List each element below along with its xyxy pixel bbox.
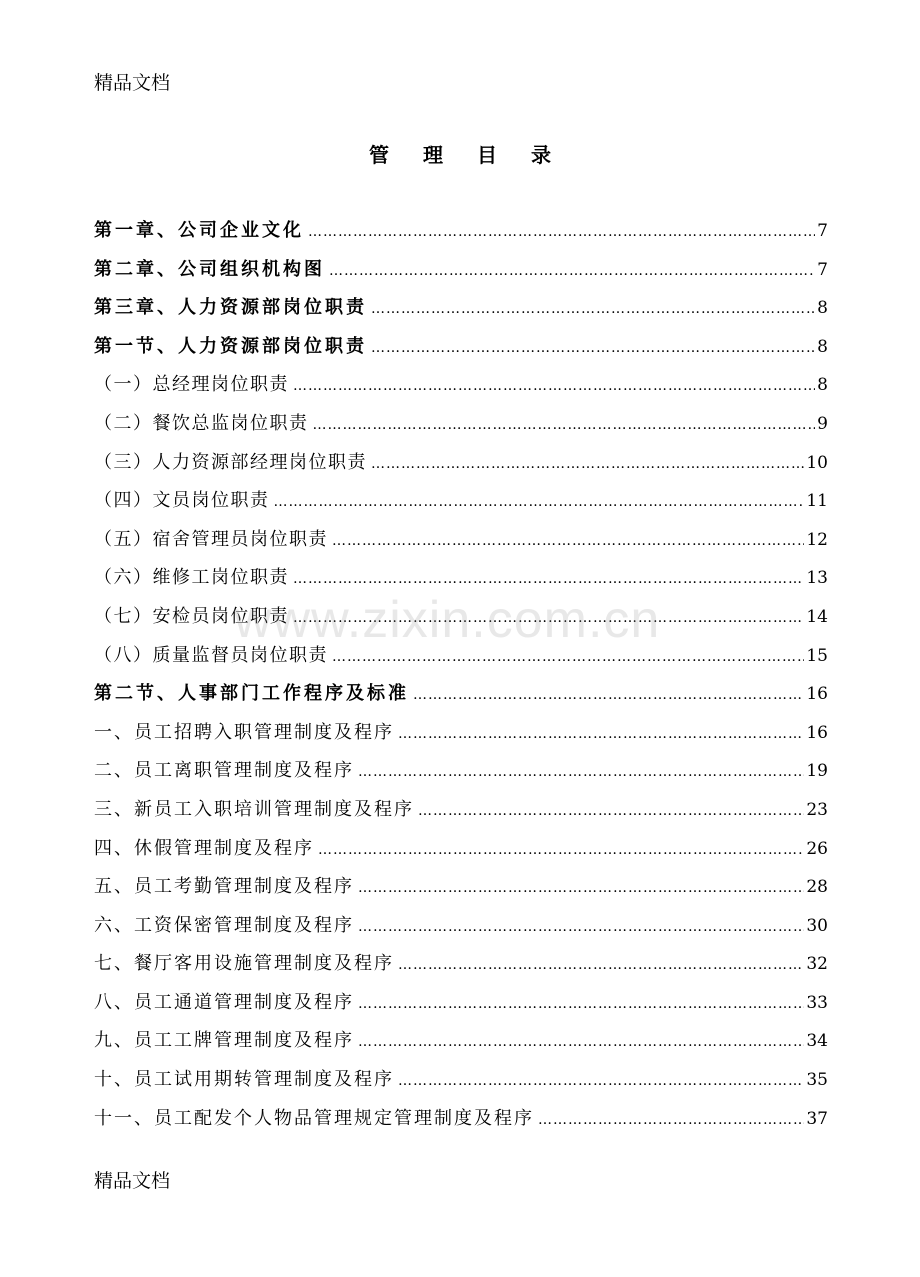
- toc-entry-label: 第一章、公司企业文化: [94, 220, 304, 241]
- toc-entry-page-number: 35: [806, 1070, 828, 1091]
- toc-dot-leader: [358, 873, 804, 903]
- toc-entry-label: （四）文员岗位职责: [94, 490, 270, 512]
- watermark: www.zixin.com.cn: [234, 591, 661, 649]
- toc-entry[interactable]: [94, 641, 828, 680]
- toc-dot-leader: [358, 757, 804, 787]
- toc-entry[interactable]: [94, 370, 828, 409]
- table-of-contents: [94, 216, 828, 1142]
- toc-entry-page-number: 7: [817, 221, 828, 241]
- toc-entry-page-number: 9: [817, 413, 828, 434]
- toc-entry[interactable]: [94, 563, 828, 602]
- toc-entry-label: （五）宿舍管理员岗位职责: [94, 528, 328, 550]
- toc-entry-label: 五、员工考勤管理制度及程序: [94, 876, 354, 898]
- toc-entry[interactable]: [94, 1065, 828, 1104]
- toc-entry[interactable]: [94, 988, 828, 1027]
- toc-entry-page-number: 8: [817, 298, 828, 319]
- toc-dot-leader: [329, 256, 815, 286]
- toc-entry-page-number: 30: [806, 915, 828, 936]
- toc-dot-leader: [413, 680, 804, 710]
- toc-entry[interactable]: [94, 293, 828, 332]
- toc-entry[interactable]: [94, 409, 828, 448]
- toc-entry-label: 十一、员工配发个人物品管理规定管理制度及程序: [94, 1107, 534, 1129]
- toc-dot-leader: [308, 217, 815, 247]
- toc-entry[interactable]: [94, 486, 828, 525]
- toc-entry[interactable]: [94, 1026, 828, 1065]
- toc-entry-label: 第二章、公司组织机构图: [94, 258, 325, 280]
- toc-dot-leader: [332, 526, 804, 556]
- toc-entry-page-number: 37: [806, 1108, 828, 1129]
- page-footer-label: 精品文档: [94, 1170, 171, 1192]
- toc-entry-label: 第三章、人力资源部岗位职责: [94, 297, 367, 319]
- toc-dot-leader: [274, 487, 805, 517]
- toc-dot-leader: [318, 835, 804, 865]
- toc-entry-page-number: 28: [806, 877, 828, 898]
- toc-dot-leader: [371, 449, 804, 479]
- toc-entry[interactable]: [94, 872, 828, 911]
- toc-entry-page-number: 15: [806, 645, 828, 666]
- toc-entry[interactable]: [94, 911, 828, 950]
- toc-entry[interactable]: [94, 602, 828, 641]
- toc-entry-page-number: 19: [806, 761, 828, 782]
- toc-entry-label: 四、休假管理制度及程序: [94, 837, 314, 859]
- toc-entry-page-number: 16: [806, 722, 828, 743]
- toc-entry-label: 九、员工工牌管理制度及程序: [94, 1030, 354, 1052]
- toc-entry-label: （六）维修工岗位职责: [94, 567, 289, 589]
- toc-dot-leader: [293, 603, 804, 633]
- toc-entry-label: 一、员工招聘入职管理制度及程序: [94, 721, 394, 743]
- toc-entry-page-number: 8: [817, 375, 828, 396]
- toc-entry-page-number: 7: [817, 259, 828, 280]
- toc-entry[interactable]: [94, 756, 828, 795]
- toc-entry-page-number: 23: [806, 799, 828, 820]
- toc-entry-page-number: 12: [806, 529, 828, 550]
- toc-entry-label: 第一节、人力资源部岗位职责: [94, 335, 367, 357]
- toc-entry-label: （二）餐饮总监岗位职责: [94, 412, 309, 434]
- toc-dot-leader: [358, 989, 804, 1019]
- toc-dot-leader: [398, 950, 804, 980]
- toc-dot-leader: [538, 1105, 804, 1135]
- toc-dot-leader: [371, 333, 815, 363]
- toc-entry-label: 第二节、人事部门工作程序及标准: [94, 683, 409, 705]
- toc-entry[interactable]: [94, 216, 828, 255]
- toc-entry-label: （八）质量监督员岗位职责: [94, 644, 328, 666]
- toc-entry-page-number: 13: [806, 568, 828, 589]
- toc-entry-label: 八、员工通道管理制度及程序: [94, 991, 354, 1013]
- toc-entry-page-number: 16: [806, 684, 828, 705]
- toc-entry[interactable]: [94, 949, 828, 988]
- toc-entry[interactable]: [94, 332, 828, 371]
- toc-entry-page-number: 8: [817, 336, 828, 357]
- toc-entry-label: 十、员工试用期转管理制度及程序: [94, 1069, 394, 1091]
- toc-entry-page-number: 34: [806, 1031, 828, 1052]
- toc-dot-leader: [332, 642, 804, 672]
- toc-entry[interactable]: [94, 525, 828, 564]
- toc-entry-page-number: 32: [806, 954, 828, 975]
- toc-entry-label: （三）人力资源部经理岗位职责: [94, 451, 367, 473]
- toc-entry[interactable]: [94, 448, 828, 487]
- toc-entry[interactable]: [94, 834, 828, 873]
- toc-dot-leader: [398, 1066, 804, 1096]
- toc-entry-label: 七、餐厅客用设施管理制度及程序: [94, 953, 394, 975]
- toc-entry-page-number: 14: [806, 606, 828, 627]
- toc-entry-label: 二、员工离职管理制度及程序: [94, 760, 354, 782]
- toc-dot-leader: [418, 796, 804, 826]
- toc-entry-label: 三、新员工入职培训管理制度及程序: [94, 798, 414, 820]
- toc-entry-label: （七）安检员岗位职责: [94, 605, 289, 627]
- toc-entry[interactable]: [94, 679, 828, 718]
- toc-dot-leader: [358, 1027, 804, 1057]
- toc-entry[interactable]: [94, 255, 828, 294]
- toc-dot-leader: [371, 294, 815, 324]
- toc-dot-leader: [293, 371, 815, 401]
- toc-dot-leader: [398, 719, 804, 749]
- page-header-label: 精品文档: [94, 72, 171, 94]
- toc-entry-label: 六、工资保密管理制度及程序: [94, 914, 354, 936]
- toc-entry-page-number: 33: [806, 992, 828, 1013]
- toc-entry[interactable]: [94, 718, 828, 757]
- toc-dot-leader: [293, 564, 804, 594]
- toc-entry-page-number: 11: [806, 491, 828, 512]
- toc-entry-page-number: 26: [806, 838, 828, 859]
- toc-dot-leader: [358, 912, 804, 942]
- toc-entry-label: （一）总经理岗位职责: [94, 374, 289, 396]
- document-title: 管理目录: [369, 143, 585, 167]
- toc-entry-page-number: 10: [806, 452, 828, 473]
- toc-dot-leader: [313, 410, 816, 440]
- toc-entry[interactable]: [94, 795, 828, 834]
- toc-entry[interactable]: [94, 1104, 828, 1143]
